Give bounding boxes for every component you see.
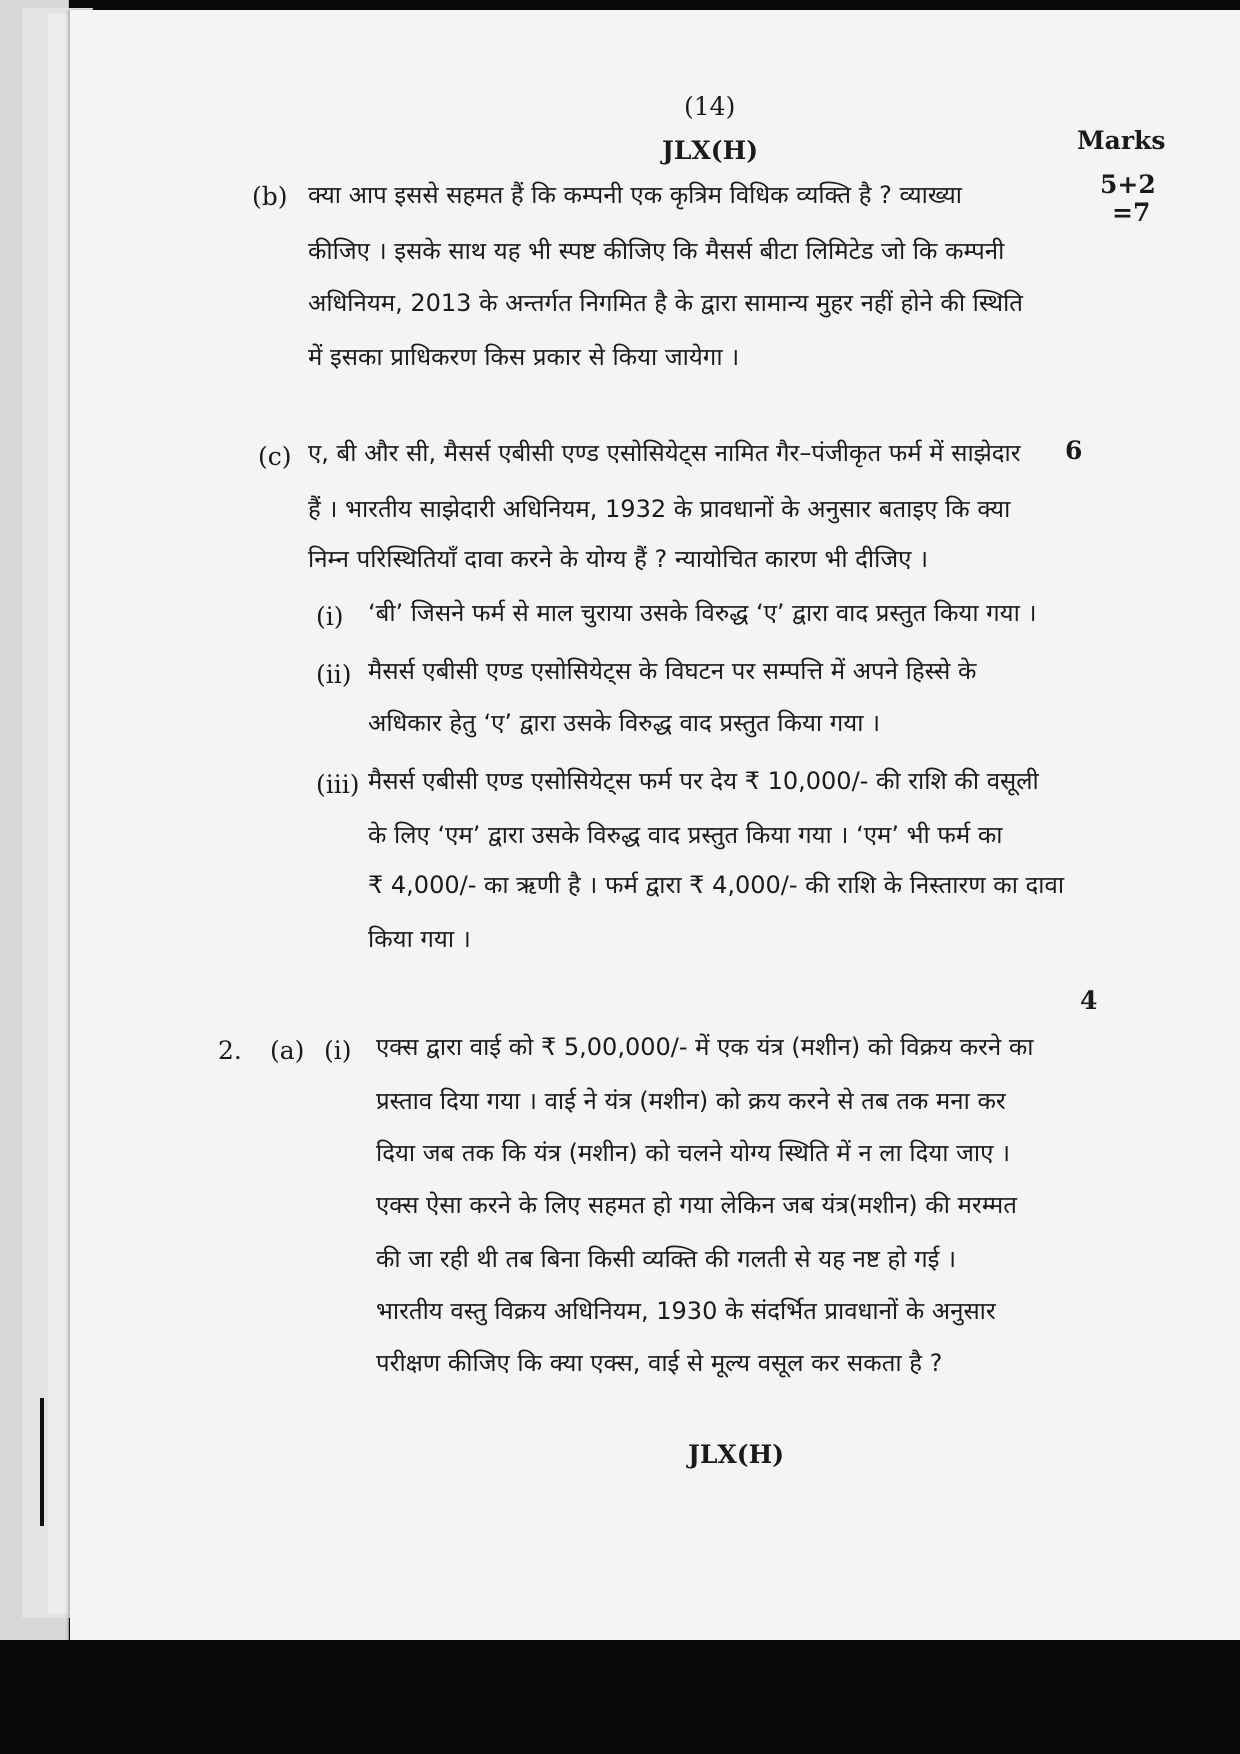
sub-question-label: (i) (316, 602, 344, 631)
sub-question-label: (iii) (316, 770, 360, 799)
footer-paper-code: JLX(H) (688, 1440, 785, 1469)
question-label: (c) (258, 442, 292, 471)
question-part-label: (a) (270, 1036, 305, 1065)
question-text-line: एक्स ऐसा करने के लिए सहमत हो गया लेकिन जब यंत्र(मशीन) की मरम्मत (376, 1191, 1017, 1219)
sub-question-text-line: के लिए ‘एम’ द्वारा उसके विरुद्ध वाद प्रस्तुत किया गया । ‘एम’ भी फर्म का (368, 821, 1003, 849)
question-marks: 4 (1080, 986, 1098, 1015)
sub-question-text-line: मैसर्स एबीसी एण्ड एसोसियेट्स के विघटन पर सम्पत्ति में अपने हिस्से के (368, 657, 977, 685)
question-text-line: ए, बी और सी, मैसर्स एबीसी एण्ड एसोसियेट्स नामित गैर–पंजीकृत फर्म में साझेदार (308, 439, 1021, 467)
sub-question-text-line: किया गया । (368, 925, 471, 953)
sub-question-label: (i) (324, 1036, 352, 1065)
binding-mark (40, 1398, 44, 1526)
page-number: (14) (684, 92, 736, 121)
question-text-line: एक्स द्वारा वाई को ₹ 5,00,000/- में एक यंत्र (मशीन) को विक्रय करने का (376, 1033, 1034, 1061)
question-label: (b) (252, 182, 288, 211)
question-number: 2. (218, 1036, 242, 1065)
question-marks: 6 (1065, 436, 1083, 465)
question-text-line: क्या आप इससे सहमत हैं कि कम्पनी एक कृत्रिम विधिक व्यक्ति है ? व्याख्या (308, 181, 963, 209)
question-text-line: की जा रही थी तब बिना किसी व्यक्ति की गलती से यह नष्ट हो गई । (376, 1245, 957, 1273)
question-text-line: में इसका प्राधिकरण किस प्रकार से किया जायेगा । (308, 343, 740, 371)
exam-page (70, 10, 1240, 1640)
marks-label: Marks (1077, 126, 1166, 155)
sub-question-text-line: ₹ 4,000/- का ऋणी है । फर्म द्वारा ₹ 4,000/- की राशि के निस्तारण का दावा (368, 871, 1065, 899)
question-marks: =7 (1112, 198, 1151, 227)
question-text-line: प्रस्ताव दिया गया । वाई ने यंत्र (मशीन) को क्रय करने से तब तक मना कर (376, 1087, 1006, 1115)
sub-question-text-line: मैसर्स एबीसी एण्ड एसोसियेट्स फर्म पर देय ₹ 10,000/- की राशि की वसूली (368, 767, 1039, 795)
question-text-line: दिया जब तक कि यंत्र (मशीन) को चलने योग्य स्थिति में न ला दिया जाए । (376, 1139, 1011, 1167)
question-text-line: हैं । भारतीय साझेदारी अधिनियम, 1932 के प्रावधानों के अनुसार बताइए कि क्या (308, 495, 1011, 523)
question-text-line: परीक्षण कीजिए कि क्या एक्स, वाई से मूल्य वसूल कर सकता है ? (376, 1349, 943, 1377)
question-marks: 5+2 (1100, 170, 1156, 199)
question-text-line: कीजिए । इसके साथ यह भी स्पष्ट कीजिए कि मैसर्स बीटा लिमिटेड जो कि कम्पनी (308, 237, 1005, 265)
sub-question-text-line: ‘बी’ जिसने फर्म से माल चुराया उसके विरुद्ध ‘ए’ द्वारा वाद प्रस्तुत किया गया । (368, 599, 1037, 627)
sub-question-text-line: अधिकार हेतु ‘ए’ द्वारा उसके विरुद्ध वाद प्रस्तुत किया गया । (368, 709, 881, 737)
question-text-line: भारतीय वस्तु विक्रय अधिनियम, 1930 के संदर्भित प्रावधानों के अनुसार (376, 1297, 996, 1325)
paper-code: JLX(H) (662, 136, 759, 165)
question-text-line: निम्न परिस्थितियाँ दावा करने के योग्य हैं ? न्यायोचित कारण भी दीजिए । (308, 545, 929, 573)
sub-question-label: (ii) (316, 660, 352, 689)
question-text-line: अधिनियम, 2013 के अन्तर्गत निगमित है के द्वारा सामान्य मुहर नहीं होने की स्थिति (308, 289, 1023, 317)
